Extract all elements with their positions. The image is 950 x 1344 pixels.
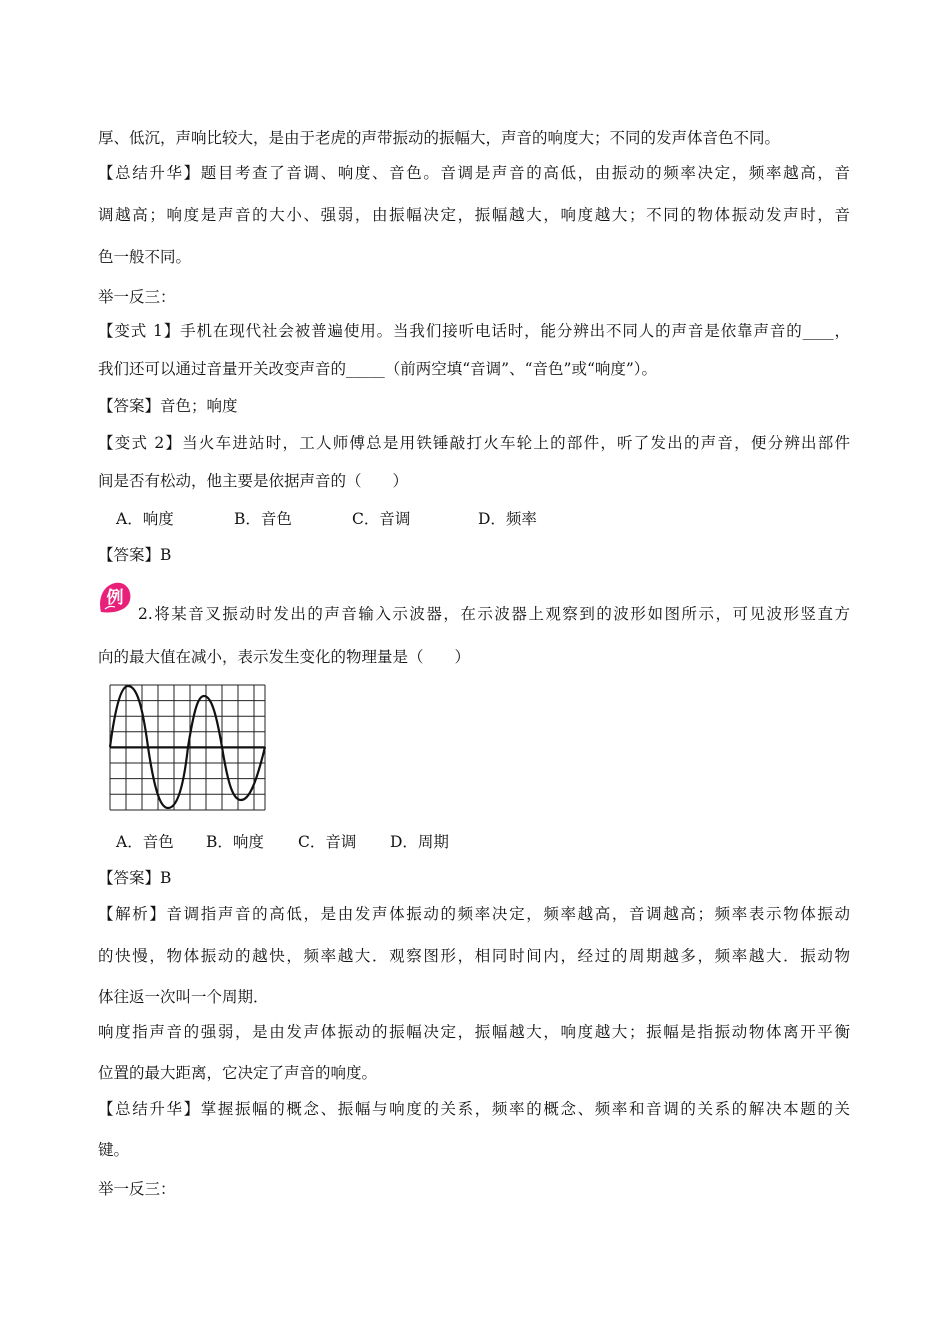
option-d: D．频率: [478, 510, 537, 528]
analysis-line: 体往返一次叫一个周期．: [98, 988, 269, 1006]
example2-line: 2.将某音叉振动时发出的声音输入示波器，在示波器上观察到的波形如图所示，可见波形竖直方: [138, 605, 850, 623]
juyi-heading: 举一反三：: [98, 1180, 176, 1198]
option-c: C．音调: [298, 833, 357, 851]
summary-line: 【总结升华】题目考查了音调、响度、音色。音调是声音的高低，由振动的频率决定，频率越高，音: [98, 164, 850, 182]
example2-options: [116, 831, 449, 853]
option-c: C．音调: [352, 510, 411, 528]
variant1-line: 我们还可以通过音量开关改变声音的_____（前两空填“音调”、“音色”或“响度”）。: [98, 360, 658, 378]
variant2-line: 间是否有松动，他主要是依据声音的（ ）: [98, 472, 409, 490]
summary-line: 色一般不同。: [98, 248, 192, 266]
example2-line: 向的最大值在减小，表示发生变化的物理量是（ ）: [98, 648, 471, 666]
option-b: B．音色: [234, 510, 292, 528]
option-b: B．响度: [206, 833, 264, 851]
juyi-heading: 举一反三：: [98, 288, 176, 306]
summary-line: 调越高；响度是声音的大小、强弱，由振幅决定，振幅越大，响度越大；不同的物体振动发声时，音: [98, 206, 850, 224]
variant2-line: 【变式 2】当火车进站时，工人师傅总是用铁锤敲打火车轮上的部件，听了发出的声音，便分辨出部件: [98, 434, 850, 452]
variant1-line: 【变式 1】手机在现代社会被普遍使用。当我们接听电话时，能分辨出不同人的声音是依靠声音的____，: [98, 322, 850, 340]
variant2-answer: 【答案】B: [98, 546, 172, 564]
analysis-line: 位置的最大距离，它决定了声音的响度。: [98, 1064, 378, 1082]
example-badge-icon: [97, 580, 133, 616]
example2-answer: 【答案】B: [98, 869, 172, 887]
option-d: D．周期: [390, 833, 449, 851]
analysis-line: 响度指声音的强弱，是由发声体振动的振幅决定，振幅越大，响度越大；振幅是指振动物体离开平衡: [98, 1023, 850, 1041]
variant1-answer: 【答案】音色；响度: [98, 397, 238, 415]
option-a: A．音色: [116, 833, 174, 851]
analysis-line: 的快慢，物体振动的越快，频率越大．观察图形，相同时间内，经过的周期越多，频率越大．振动物: [98, 947, 850, 965]
option-a: A．响度: [116, 510, 174, 528]
badge-label: 例: [106, 588, 124, 608]
summary2-line: 键。: [98, 1141, 130, 1159]
variant2-options: [116, 508, 537, 530]
summary2-line: 【总结升华】掌握振幅的概念、振幅与响度的关系，频率的概念、频率和音调的关系的解决本题的关: [98, 1100, 850, 1118]
oscilloscope-waveform: [108, 684, 268, 812]
analysis-line: 【解析】音调指声音的高低，是由发声体振动的频率决定，频率越高，音调越高；频率表示物体振动: [98, 905, 850, 923]
text-line: 厚、低沉，声响比较大，是由于老虎的声带振动的振幅大，声音的响度大；不同的发声体音色不同。: [98, 129, 781, 147]
